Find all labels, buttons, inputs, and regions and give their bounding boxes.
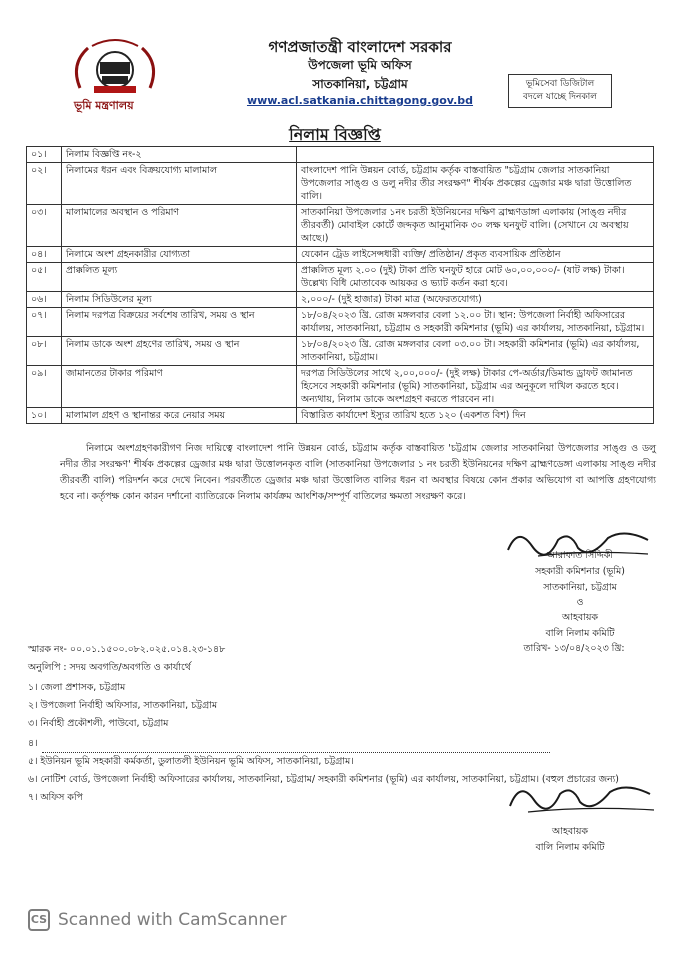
table-cell-item: মালামালের অবস্থান ও পরিমাণ [62,205,297,247]
camscanner-text: Scanned with CamScanner [58,910,287,930]
table-cell-num: ০৬। [27,292,62,308]
cc-item: ৫। ইউনিয়ন ভূমি সহকারী কর্মকর্তা, ডুলাতলী ইউনিয়ন ভূমি অফিস, সাতকানিয়া, চট্টগ্রাম। [28,756,354,767]
camscanner-watermark [28,909,287,931]
table-cell-detail: ১৮/০৪/২০২৩ খ্রি. রোজ মঙ্গলবার বেলা ১২.০০ টা। স্থান: উপজেলা নির্বাহী অফিসারের কার্যালয়, সাতকানিয়া, চট্টগ্রাম ও সহকারী কমিশনার (ভূমি) এর কার্যালয়, সাতকানিয়া, চট্টগ্রাম। [297,308,654,337]
table-cell-num: ০৭। [27,308,62,337]
table-cell-detail: ২,০০০/- (দুই হাজার) টাকা মাত্র (অফেরতযোগ্য) [297,292,654,308]
table-cell-num: ০২। [27,163,62,205]
table-cell-item: নিলাম সিডিউলের মূল্য [62,292,297,308]
cc-item: ২। উপজেলা নির্বাহী অফিসার, সাতকানিয়া, চট্টগ্রাম [28,700,218,711]
table-cell-item: নিলামে অংশ গ্রহনকারীর যোগ্যতা [62,247,297,263]
signatory-2-committee: বালি নিলাম কমিটি [535,842,605,853]
table-row [27,408,654,424]
table-cell-detail: যেকোন ট্রেড লাইসেন্সধারী ব্যক্তি/ প্রতিষ্ঠান/ প্রকৃত ব্যবসায়িক প্রতিষ্ঠান [297,247,654,263]
table-cell-num: ০১। [27,147,62,163]
table-cell-detail: প্রাক্কলিত মূল্য ২.০০ (দুই) টাকা প্রতি ঘনফুট হারে মোট ৬০,০০,০০০/- (ষাট লক্ষ) টাকা। উল্লেখ্য বিধি মোতাবেক আয়কর ও ভ্যাট কর্তন করা হবে। [297,263,654,292]
signatory-2-role: আহবায়ক [552,826,588,837]
table-cell-detail: বিস্তারিত কার্যাদেশ ইস্যুর তারিখ হতে ১২০ (একশত বিশ) দিন [297,408,654,424]
table-row [27,163,654,205]
table-row [27,247,654,263]
table-row [27,337,654,366]
signatory-1-date: তারিখ- ১৩/০৪/২০২৩ খ্রি: [523,643,625,654]
cc-item: ১। জেলা প্রশাসক, চট্টগ্রাম [28,682,126,693]
table-cell-detail: ১৮/০৪/২০২৩ খ্রি. রোজ মঙ্গলবার বেলা ০৩.০০ টা। সহকারী কমিশনার (ভূমি) এর কার্যালয়, সাতকানিয়া, চট্টগ্রাম। [297,337,654,366]
table-row [27,292,654,308]
signatory-1-role: আহবায়ক [562,612,598,623]
table-row [27,263,654,292]
table-cell-item: নিলাম ডাকে অংশ গ্রহণের তারিখ, সময় ও স্থান [62,337,297,366]
cc-item: ৪। [28,738,38,749]
signatory-1-and: ও [576,597,584,608]
cc-item: ৭। অফিস কপি [28,792,83,803]
cc-heading: অনুলিপি : সদয় অবগতি/অবগতি ও কার্যার্থে [28,662,191,673]
cc-item: ৬। নোটিশ বোর্ড, উপজেলা নির্বাহী অফিসারের কার্যালয়, সাতকানিয়া, চট্টগ্রাম/ সহকারী কমিশনার (ভূমি) এর কার্যালয়, সাতকানিয়া, চট্টগ্রাম। (বহুল প্রচারের জন্য) [28,774,619,785]
table-cell-num: ০৪। [27,247,62,263]
table-cell-num: ০৩। [27,205,62,247]
table-cell-num: ০৯। [27,366,62,408]
auction-details-table [26,146,654,424]
stamp-line-1: ভূমিসেবা ডিজিটাল [525,79,595,89]
terms-paragraph: নিলামে অংশগ্রহণকারীগণ নিজ দায়িত্বে বাংলাদেশ পানি উন্নয়ন বোর্ড, চট্টগ্রাম কর্তৃক বাস্তবায়িত 'চট্টগ্রাম জেলার সাতকানিয়া উপজেলার সাঙ্গু ও ডলু নদীর তীর সংরক্ষণ' শীর্ষক প্রকল্পের ড্রেজার মঞ্চ দ্বারা উত্তোলনকৃত বালি (সাতকানিয়া উপজেলার ১ নং চরতী ইউনিয়নের দক্ষিণ ব্রাহ্মণডেঙ্গা এলাকায় সাঙ্গু নদীর তীরবর্তী বালি) পরিদর্শন করে দেখে নিবেন। পরবর্তীতে ড্রেজার মঞ্চ দ্বারা উত্তোলিত বালির ধরন বা অবস্থার বিষয়ে কোন প্রকার অভিযোগ বা আপত্তি গ্রহণযোগ্য হবে না। কর্তৃপক্ষ কোন কারন দর্শানো ব্যাতিরেকে নিলাম কার্যক্রম আংশিক/সম্পূর্ণ বাতিলের ক্ষমতা সংরক্ষণ করে। [60,443,656,502]
cc-item: ৩। নির্বাহী প্রকৌশলী, পাউবো, চট্টগ্রাম [28,718,169,729]
blank-entry-line [42,744,550,753]
memo-number: স্মারক নং- ০০.০১.১৫০০.০৮২.০২৫.০১৪.২৩-১৪৮ [28,644,226,655]
table-cell-detail: সাতকানিয়া উপজেলার ১নং চরতী ইউনিয়নের দক্ষিণ ব্রাহ্মণডাঙ্গা এলাকায় (সাঙ্গু নদীর তীরবর্তী) মোবাইল কোর্টে জব্দকৃত আনুমানিক ৩০ লক্ষ ঘনফুট বালি। (সেখানে যে অবস্থায় আছে।) [297,205,654,247]
table-cell-item: নিলামের ধরন এবং বিক্রয়যোগ্য মালামাল [62,163,297,205]
signatory-1-place: সাতকানিয়া, চট্টগ্রাম [543,582,617,593]
camscanner-logo-icon: CS [28,909,50,931]
table-cell-num: ০৮। [27,337,62,366]
table-cell-item: জামানতের টাকার পরিমাণ [62,366,297,408]
notice-title: নিলাম বিজ্ঞপ্তি [289,125,381,144]
table-row [27,308,654,337]
table-cell-detail: দরপত্র সিডিউলের সাথে ২,০০,০০০/- (দুই লক্ষ) টাকার পে-অর্ডার/ডিমান্ড ড্রাফট জামানত হিসেবে সহকারী কমিশনার (ভূমি) সাতকানিয়া, চট্টগ্রাম এর অনুকূলে দাখিল করতে হবে। অন্যথায়, নিলাম ডাকে অংশগ্রহণ করতে পারবেন না। [297,366,654,408]
table-cell-item: মালামাল গ্রহণ ও স্থানান্তর করে নেয়ার সময় [62,408,297,424]
office-location: সাতকানিয়া, চট্টগ্রাম [312,77,408,91]
table-cell-num: ০৫। [27,263,62,292]
office-name: উপজেলা ভূমি অফিস [308,58,412,72]
table-cell-detail [297,147,654,163]
table-cell-detail: বাংলাদেশ পানি উন্নয়ন বোর্ড, চট্টগ্রাম কর্তৃক বাস্তবায়িত "চট্টগ্রাম জেলার সাতকানিয়া উপজেলার সাঙ্গু ও ডলু নদীর তীর সংরক্ষণ" শীর্ষক প্রকল্পের ড্রেজার মঞ্চ দ্বারা উত্তোলিত বালি। [297,163,654,205]
digital-service-stamp [508,74,612,108]
table-cell-num: ১০। [27,408,62,424]
table-row [27,205,654,247]
table-cell-item: প্রাক্কলিত মূল্য [62,263,297,292]
signatory-1-committee: বালি নিলাম কমিটি [545,628,615,639]
signature-2-image [498,772,668,820]
table-cell-item: নিলাম বিজ্ঞপ্তি নং-২ [62,147,297,163]
ministry-name: ভূমি মন্ত্রণালয় [74,99,134,112]
stamp-line-2: বদলে যাচ্ছে দিনকাল [523,92,597,102]
table-cell-item: নিলাম দরপত্র বিক্রয়ের সর্বশেষ তারিখ, সময় ও স্থান [62,308,297,337]
table-row [27,147,654,163]
government-title: গণপ্রজাতন্ত্রী বাংলাদেশ সরকার [268,38,452,56]
table-row [27,366,654,408]
website-link[interactable]: www.acl.satkania.chittagong.gov.bd [246,94,474,107]
signatory-1-designation: সহকারী কমিশনার (ভূমি) [535,566,625,577]
signatory-1-name: আরাফাত সিদ্দিকী [546,550,614,561]
